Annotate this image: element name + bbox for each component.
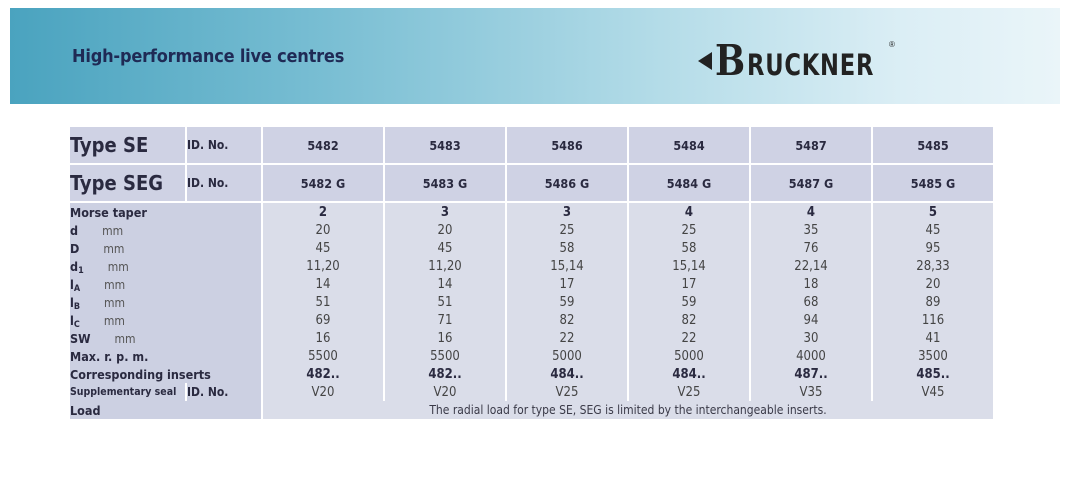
row-label-text: D: [70, 240, 80, 256]
type-se-id: 5485: [873, 127, 993, 163]
spec-value: 69: [263, 311, 383, 329]
row-unit: mm: [102, 223, 124, 238]
type-se-id: 5484: [629, 127, 749, 163]
spec-value: 15,14: [629, 257, 749, 275]
spec-value: 484..: [507, 365, 627, 383]
spec-value: 16: [385, 329, 505, 347]
spec-value: 484..: [629, 365, 749, 383]
load-text: The radial load for type SE, SEG is limited by the interchangeable inserts.: [263, 401, 993, 419]
spec-row-label: [70, 365, 261, 383]
spec-value: 51: [263, 293, 383, 311]
spec-row-label: [70, 329, 261, 347]
spec-value: 45: [873, 221, 993, 239]
seal-value: V35: [751, 383, 871, 401]
load-label: Load: [70, 401, 261, 419]
row-label-text: SW: [70, 330, 91, 346]
spec-value: 51: [385, 293, 505, 311]
spec-row: [70, 275, 993, 293]
row-label-text: Max. r. p. m.: [70, 348, 149, 364]
spec-value: 82: [629, 311, 749, 329]
row-label-text: l: [70, 276, 74, 292]
type-se-label: Type SE: [70, 127, 185, 163]
type-seg-id: 5485 G: [873, 165, 993, 201]
type-seg-id: 5483 G: [385, 165, 505, 201]
spec-value: 116: [873, 311, 993, 329]
type-se-id: 5487: [751, 127, 871, 163]
seal-value: V25: [507, 383, 627, 401]
seal-value: V25: [629, 383, 749, 401]
seal-value: V45: [873, 383, 993, 401]
spec-row: [70, 203, 993, 221]
row-unit: mm: [103, 241, 125, 256]
type-se-id: 5483: [385, 127, 505, 163]
spec-value: 20: [873, 275, 993, 293]
spec-row: [70, 365, 993, 383]
spec-value: 3: [507, 203, 627, 221]
spec-value: 82: [507, 311, 627, 329]
seal-row: [70, 383, 993, 401]
spec-value: 58: [507, 239, 627, 257]
spec-row: [70, 329, 993, 347]
spec-row-label: [70, 275, 261, 293]
header-banner: [10, 8, 1060, 104]
spec-value: 4: [751, 203, 871, 221]
spec-row-label: [70, 347, 261, 365]
spec-value: 2: [263, 203, 383, 221]
type-seg-id: 5486 G: [507, 165, 627, 201]
row-label-text: l: [70, 312, 74, 328]
bruckner-logo: [698, 36, 910, 85]
seal-value: V20: [263, 383, 383, 401]
row-label-text: Corresponding inserts: [70, 366, 211, 382]
spec-value: 76: [751, 239, 871, 257]
spec-value: 89: [873, 293, 993, 311]
row-unit: mm: [104, 295, 126, 310]
spec-value: 482..: [263, 365, 383, 383]
row-label-subscript: A: [73, 283, 81, 294]
spec-value: 22,14: [751, 257, 871, 275]
type-seg-id: 5487 G: [751, 165, 871, 201]
spec-value: 5: [873, 203, 993, 221]
spec-row-label: [70, 257, 261, 275]
type-seg-row: [70, 165, 993, 201]
spec-value: 22: [629, 329, 749, 347]
spec-value: 41: [873, 329, 993, 347]
row-unit: mm: [103, 313, 125, 328]
spec-value: 11,20: [385, 257, 505, 275]
spec-value: 5500: [385, 347, 505, 365]
spec-value: 4000: [751, 347, 871, 365]
spec-value: 68: [751, 293, 871, 311]
row-unit: mm: [114, 331, 136, 346]
spec-row: [70, 293, 993, 311]
spec-value: 95: [873, 239, 993, 257]
row-unit: mm: [107, 259, 129, 274]
type-seg-id: 5484 G: [629, 165, 749, 201]
spec-row: [70, 221, 993, 239]
type-se-id: 5486: [507, 127, 627, 163]
type-seg-label: Type SEG: [70, 165, 185, 201]
type-seg-id: 5482 G: [263, 165, 383, 201]
seal-id-label: ID. No.: [187, 383, 261, 401]
spec-table: [68, 127, 995, 419]
row-unit: mm: [104, 277, 126, 292]
spec-value: 22: [507, 329, 627, 347]
row-label-subscript: 1: [78, 265, 84, 276]
spec-value: 482..: [385, 365, 505, 383]
spec-row-label: [70, 203, 261, 221]
spec-value: 485..: [873, 365, 993, 383]
spec-row-label: [70, 239, 261, 257]
spec-value: 17: [629, 275, 749, 293]
logo-initial: B: [715, 36, 746, 85]
spec-value: 28,33: [873, 257, 993, 275]
spec-value: 5500: [263, 347, 383, 365]
spec-row: [70, 347, 993, 365]
spec-value: 59: [629, 293, 749, 311]
row-label-text: d: [70, 222, 79, 238]
spec-value: 71: [385, 311, 505, 329]
spec-value: 25: [507, 221, 627, 239]
registered-mark: ®: [889, 40, 895, 49]
type-se-id: 5482: [263, 127, 383, 163]
type-se-row: [70, 127, 993, 163]
seal-label: Supplementary seal: [70, 383, 185, 401]
spec-value: 5000: [507, 347, 627, 365]
spec-row: [70, 257, 993, 275]
spec-row-label: [70, 221, 261, 239]
type-se-id-label: ID. No.: [187, 127, 261, 163]
row-label-subscript: C: [73, 319, 80, 330]
spec-value: 58: [629, 239, 749, 257]
spec-value: 45: [263, 239, 383, 257]
logo-arrow-icon: [698, 52, 712, 70]
seal-value: V20: [385, 383, 505, 401]
page-title: High-performance live centres: [72, 46, 345, 67]
spec-value: 487..: [751, 365, 871, 383]
row-label-text: l: [70, 294, 74, 310]
spec-value: 35: [751, 221, 871, 239]
spec-value: 20: [263, 221, 383, 239]
logo-wordmark: RUCKNER: [746, 48, 874, 82]
spec-value: 30: [751, 329, 871, 347]
spec-value: 14: [263, 275, 383, 293]
spec-value: 15,14: [507, 257, 627, 275]
load-row: [70, 401, 993, 419]
spec-value: 45: [385, 239, 505, 257]
type-seg-id-label: ID. No.: [187, 165, 261, 201]
spec-value: 59: [507, 293, 627, 311]
row-label-text: d: [70, 258, 79, 274]
spec-value: 94: [751, 311, 871, 329]
spec-value: 25: [629, 221, 749, 239]
spec-value: 18: [751, 275, 871, 293]
spec-value: 20: [385, 221, 505, 239]
spec-row-label: [70, 293, 261, 311]
spec-value: 3: [385, 203, 505, 221]
row-label-subscript: B: [73, 301, 81, 312]
spec-row: [70, 239, 993, 257]
spec-row: [70, 311, 993, 329]
spec-value: 4: [629, 203, 749, 221]
spec-value: 3500: [873, 347, 993, 365]
spec-value: 11,20: [263, 257, 383, 275]
row-label-text: Morse taper: [70, 204, 147, 220]
spec-row-label: [70, 311, 261, 329]
spec-value: 16: [263, 329, 383, 347]
spec-value: 5000: [629, 347, 749, 365]
spec-value: 17: [507, 275, 627, 293]
spec-value: 14: [385, 275, 505, 293]
